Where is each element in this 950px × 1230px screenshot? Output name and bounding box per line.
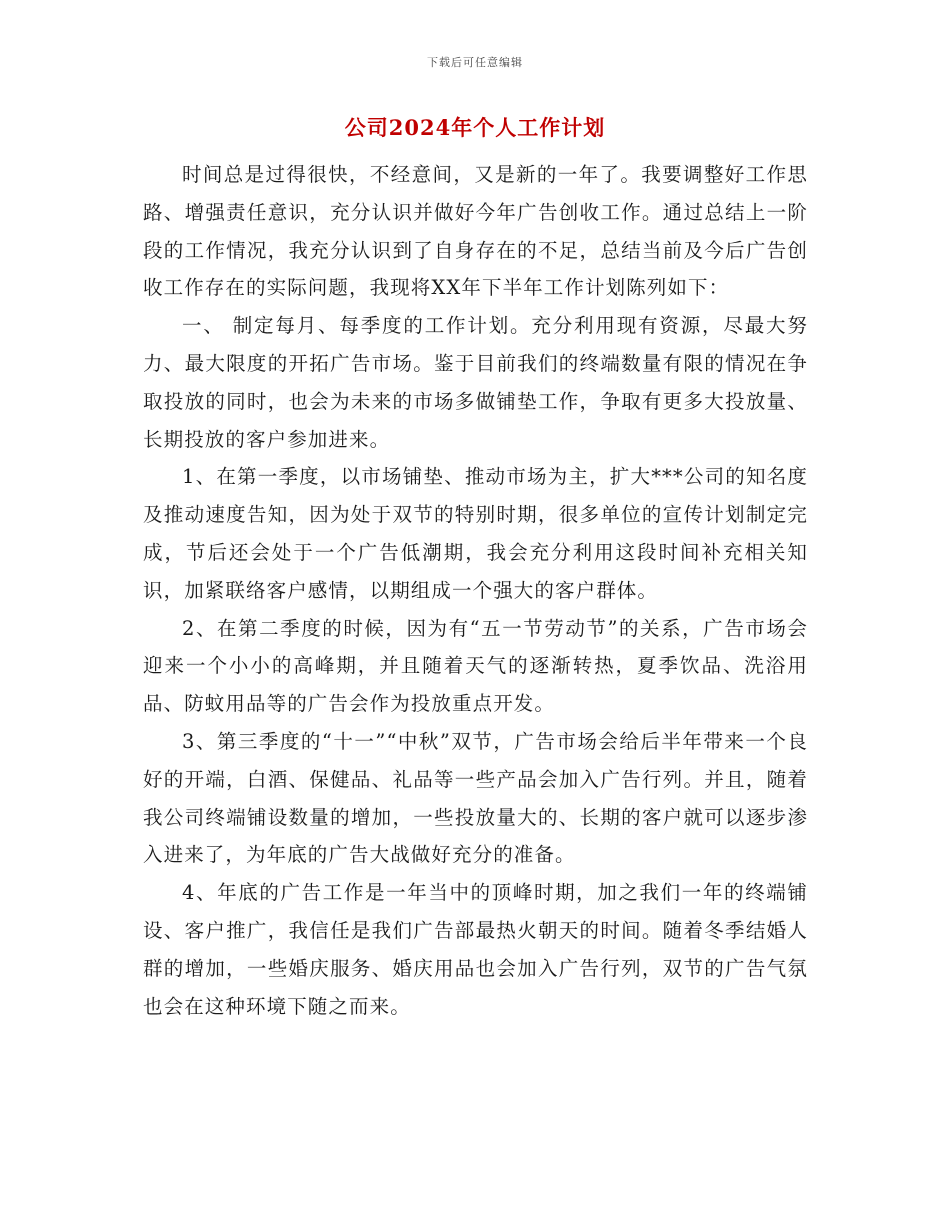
document-body	[143, 156, 808, 1025]
document-title: 公司2024年个人工作计划	[344, 115, 606, 140]
paragraph-section-1: 一、 制定每月、每季度的工作计划。充分利用现有资源，尽最大努力、最大限度的开拓广告市场。鉴于目前我们的终端数量有限的情况在争取投放的同时，也会为未来的市场多做铺垫工作，争取有更多大投放量、长期投放的客户参加进来。	[143, 314, 808, 451]
paragraph-q2: 2、在第二季度的时候，因为有“五一节劳动节”的关系，广告市场会迎来一个小小的高峰期，并且随着天气的逐渐转热，夏季饮品、洗浴用品、防蚊用品等的广告会作为投放重点开发。	[143, 616, 808, 716]
paragraph-q1: 1、在第一季度，以市场铺垫、推动市场为主，扩大***公司的知名度及推动速度告知，因为处于双节的特别时期，很多单位的宣传计划制定完成，节后还会处于一个广告低潮期，我会充分利用这段时间补充相关知识，加紧联络客户感情，以期组成一个强大的客户群体。	[143, 465, 808, 602]
download-edit-note: 下载后可任意编辑	[427, 56, 523, 69]
paragraph-intro: 时间总是过得很快，不经意间，又是新的一年了。我要调整好工作思路、增强责任意识，充分认识并做好今年广告创收工作。通过总结上一阶段的工作情况，我充分认识到了自身存在的不足，总结当前及今后广告创收工作存在的实际问题，我现将XX年下半年工作计划陈列如下：	[143, 163, 808, 300]
paragraph-q3: 3、第三季度的“十一”“中秋”双节，广告市场会给后半年带来一个良好的开端，白酒、保健品、礼品等一些产品会加入广告行列。并且，随着我公司终端铺设数量的增加，一些投放量大的、长期的客户就可以逐步渗入进来了，为年底的广告大战做好充分的准备。	[143, 729, 808, 867]
paragraph-q4: 4、年底的广告工作是一年当中的顶峰时期，加之我们一年的终端铺设、客户推广，我信任是我们广告部最热火朝天的时间。随着冬季结婚人群的增加，一些婚庆服务、婚庆用品也会加入广告行列，双节的广告气氛也会在这种环境下随之而来。	[143, 881, 808, 1018]
